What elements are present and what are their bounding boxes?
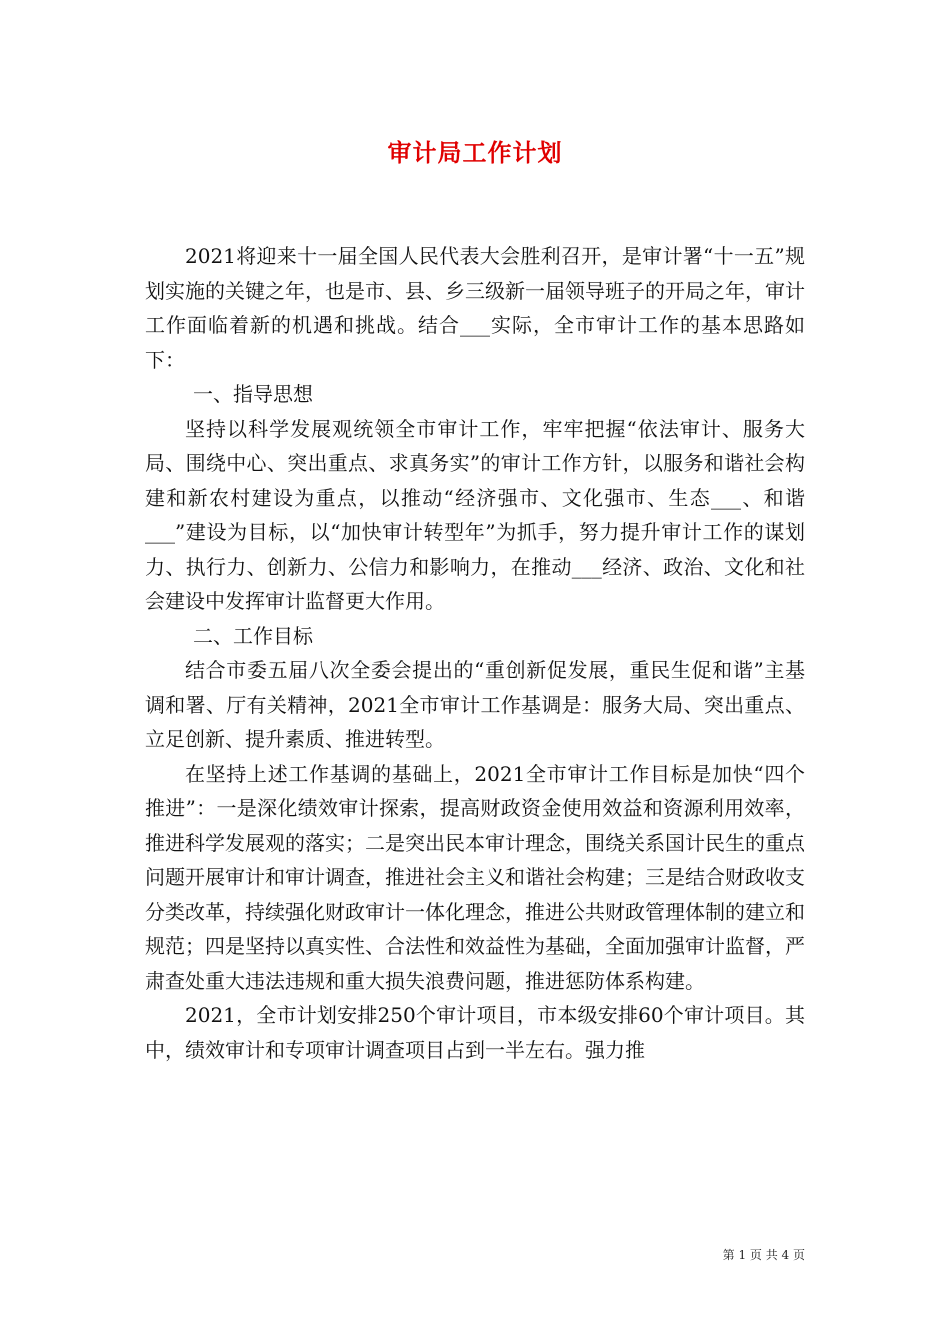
document-title: 审计局工作计划	[387, 138, 563, 167]
section-heading-guiding-ideology: 一、指导思想	[193, 382, 313, 406]
section-heading-work-goals: 二、工作目标	[193, 623, 313, 648]
four-advances-paragraph: 在坚持上述工作基调的基础上，2021全市审计工作目标是加快“四个推进”：一是深化绩效审计探索，提高财政资金使用效益和资源利用效率，推进科学发展观的落实；二是突出民本审计理念，围绕关系国计民生的重点问题开展审计和审计调查，推进社会主义和谐社会构建；三是结合财政收支分类改革，持续强化财政审计一体化理念，推进公共财政管理体制的建立和规范；四是坚持以真实性、合法性和效益性为基础，全面加强审计监督，严肃查处重大违法违规和重大损失浪费问题，推进惩防体系构建。	[145, 761, 805, 993]
audit-projects-paragraph: 2021，全市计划安排250个审计项目，市本级安排60个审计项目。其中，绩效审计和专项审计调查项目占到一半左右。强力推	[145, 1003, 805, 1062]
work-tone-paragraph: 结合市委五届八次全委会提出的“重创新促发展，重民生促和谐”主基调和署、厅有关精神，2021全市审计工作基调是：服务大局、突出重点、立足创新、提升素质、推进转型。	[145, 658, 805, 751]
intro-paragraph: 2021将迎来十一届全国人民代表大会胜利召开，是审计署“十一五”规划实施的关键之年，也是市、县、乡三级新一届领导班子的开局之年，审计工作面临着新的机遇和挑战。结合___实际，全市审计工作的基本思路如下：	[145, 244, 805, 372]
document-body	[145, 239, 805, 1067]
guiding-ideology-paragraph: 坚持以科学发展观统领全市审计工作，牢牢把握“依法审计、服务大局、围绕中心、突出重点、求真务实”的审计工作方针，以服务和谐社会构建和新农村建设为重点，以推动“经济强市、文化强市、生态___、和谐___”建设为目标，以“加快审计转型年”为抓手，努力提升审计工作的谋划力、执行力、创新力、公信力和影响力，在推动___经济、政治、文化和社会建设中发挥审计监督更大作用。	[145, 416, 805, 613]
page-number: 第 1 页 共 4 页	[722, 1248, 805, 1262]
